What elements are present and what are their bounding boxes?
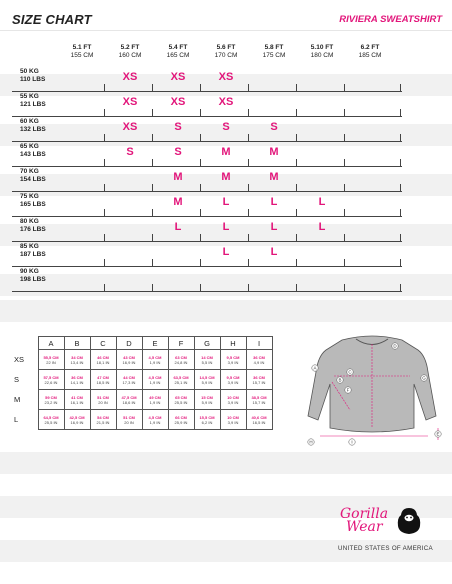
measurement-column-header: C [90, 337, 116, 350]
height-cm: 155 CM [70, 52, 94, 59]
measurement-in: 20 IN [124, 419, 134, 425]
measurement-in: 5,5 IN [201, 359, 213, 365]
column-divider [152, 284, 153, 292]
measurement-cell [168, 390, 194, 410]
measurement-cm: 44 CM [123, 374, 135, 380]
measurement-size-label: L [14, 415, 19, 424]
measurement-in: 5,9 IN [201, 379, 213, 385]
column-divider [152, 259, 153, 267]
measurement-cm: 36 CM [253, 354, 265, 360]
measurement-cell [142, 410, 168, 430]
brand-logo [322, 502, 442, 562]
diagram-marker-label: F [346, 387, 350, 393]
column-divider [104, 259, 105, 267]
measurement-cell [38, 350, 64, 370]
measurement-cm: 51 CM [123, 414, 135, 420]
measurement-cm: 34 CM [71, 354, 83, 360]
column-divider [248, 284, 249, 292]
column-divider [296, 259, 297, 267]
measurement-column-header: D [116, 337, 142, 350]
size-recommendation: M [269, 171, 279, 183]
diagram-marker-label: E [436, 431, 440, 437]
diagram-marker-label: B [338, 377, 342, 383]
measurement-in: 17,3 IN [122, 379, 136, 385]
weight-row [0, 218, 452, 246]
measurement-cm: 65 CM [175, 394, 187, 400]
column-divider [200, 109, 201, 117]
diagram-marker-label: G [422, 375, 426, 381]
measurement-cell [64, 370, 90, 390]
measurement-in: 1,9 IN [149, 379, 161, 385]
column-divider [152, 84, 153, 92]
size-recommendation: L [270, 221, 278, 233]
column-divider [344, 109, 345, 117]
measurement-in: 13,4 IN [70, 359, 84, 365]
measurement-cm: 14,5 CM [199, 374, 215, 380]
size-recommendation: L [222, 196, 230, 208]
logo-line1: Gorilla [340, 506, 389, 522]
column-divider [400, 159, 401, 167]
column-divider [152, 109, 153, 117]
measurement-cm: 47 CM [97, 374, 109, 380]
measurement-cell [116, 390, 142, 410]
weight-row [0, 193, 452, 221]
size-recommendation: XS [122, 121, 138, 133]
measurement-in: 3,9 IN [227, 379, 239, 385]
column-divider [296, 284, 297, 292]
measurement-in: 16,5 IN [252, 419, 266, 425]
measurement-in: 15,7 IN [252, 399, 266, 405]
height-feet: 5.4 FT [168, 44, 188, 51]
size-recommendation: L [174, 221, 182, 233]
height-cm: 175 CM [262, 52, 286, 59]
measurement-in: 25,5 IN [44, 419, 58, 425]
column-divider [296, 209, 297, 217]
measurement-cell [116, 350, 142, 370]
measurement-cm: 10 CM [227, 394, 239, 400]
header-divider [0, 30, 452, 31]
measurement-column-header: G [194, 337, 220, 350]
measurement-cm: 43 CM [123, 354, 135, 360]
weight-lbs: 198 LBS [20, 276, 46, 283]
measurement-cell [142, 350, 168, 370]
measurement-cell [194, 410, 220, 430]
measurement-cell [90, 370, 116, 390]
table-row [12, 390, 272, 410]
height-feet: 5.2 FT [120, 44, 140, 51]
measurement-column-header: B [64, 337, 90, 350]
diagram-marker-label: C [348, 369, 352, 375]
measurement-in: 24,8 IN [174, 359, 188, 365]
weight-kg: 70 KG [20, 168, 39, 175]
measurement-cell [168, 370, 194, 390]
height-feet: 5.1 FT [72, 44, 92, 51]
height-feet: 6.2 FT [360, 44, 380, 51]
size-recommendation: M [221, 171, 231, 183]
measurement-cm: 4,5 CM [148, 354, 162, 360]
measurement-cell [142, 390, 168, 410]
height-cm: 170 CM [214, 52, 238, 59]
measurement-cm: 9,5 CM [226, 374, 240, 380]
measurement-cm: 36 CM [253, 374, 265, 380]
table-row [12, 370, 272, 390]
column-divider [344, 184, 345, 192]
measurement-in: 3,9 IN [227, 399, 239, 405]
column-divider [344, 284, 345, 292]
height-feet: 5.6 FT [216, 44, 236, 51]
size-recommendation: XS [218, 71, 234, 83]
column-divider [152, 134, 153, 142]
measurement-cell [116, 370, 142, 390]
measurement-in: 20 IN [98, 399, 108, 405]
measurement-in: 25,5 IN [174, 399, 188, 405]
column-divider [248, 184, 249, 192]
column-divider [248, 134, 249, 142]
measurement-cell [38, 390, 64, 410]
weight-kg: 80 KG [20, 218, 39, 225]
measurement-cm: 10 CM [227, 414, 239, 420]
weight-kg: 50 KG [20, 68, 39, 75]
measurement-cm: 63,5 CM [173, 374, 189, 380]
measurement-size-label: XS [14, 355, 25, 364]
weight-row [0, 168, 452, 196]
measurement-cm: 54 CM [97, 414, 109, 420]
measurement-cm: 46 CM [97, 354, 109, 360]
size-recommendation: M [221, 146, 231, 158]
measurement-in: 16,9 IN [122, 359, 136, 365]
column-divider [104, 159, 105, 167]
column-divider [200, 159, 201, 167]
measurement-cm: 15 CM [201, 394, 213, 400]
height-column-header [344, 44, 396, 60]
diagram-marker-label: H [309, 439, 313, 445]
column-divider [296, 109, 297, 117]
measurement-cell [168, 410, 194, 430]
weight-row [0, 93, 452, 121]
diagram-marker-label: D [393, 343, 397, 349]
column-divider [104, 184, 105, 192]
measurement-in: 14,1 IN [70, 379, 84, 385]
size-recommendation: L [318, 221, 326, 233]
product-name: RIVIERA SWEATSHIRT [339, 14, 442, 25]
height-column-header [248, 44, 300, 60]
size-recommendation: L [318, 196, 326, 208]
measurement-cm: 38,5 CM [251, 394, 267, 400]
measurement-cell [246, 370, 272, 390]
size-recommendation: S [222, 121, 230, 133]
measurement-cell [142, 370, 168, 390]
column-divider [104, 84, 105, 92]
column-divider [200, 209, 201, 217]
weight-row [0, 68, 452, 96]
size-recommendation: L [270, 196, 278, 208]
weight-lbs: 165 LBS [20, 201, 46, 208]
column-divider [400, 84, 401, 92]
measurement-in: 18,6 IN [122, 399, 136, 405]
weight-lbs: 132 LBS [20, 126, 46, 133]
height-column-header [296, 44, 348, 60]
measurement-cell [90, 350, 116, 370]
column-divider [400, 209, 401, 217]
background-stripe [0, 452, 452, 474]
measurement-table [12, 336, 273, 430]
size-recommendation: L [222, 221, 230, 233]
measurement-in: 3,9 IN [227, 419, 239, 425]
measurement-column-header: A [38, 337, 64, 350]
weight-row [0, 243, 452, 271]
weight-row [0, 143, 452, 171]
column-divider [400, 259, 401, 267]
column-divider [400, 284, 401, 292]
measurement-in: 23,2 IN [44, 399, 58, 405]
measurement-in: 1,9 IN [149, 419, 161, 425]
logo-tagline: UNITED STATES OF AMERICA [338, 545, 433, 552]
measurement-in: 16,9 IN [70, 419, 84, 425]
column-divider [296, 134, 297, 142]
column-divider [296, 234, 297, 242]
measurement-cell [220, 390, 246, 410]
measurement-cm: 47,5 CM [121, 394, 137, 400]
column-divider [104, 109, 105, 117]
background-stripe [0, 300, 452, 322]
diagram-marker-label: A [313, 365, 317, 371]
weight-lbs: 121 LBS [20, 101, 46, 108]
measurement-cm: 42,5 CM [69, 414, 85, 420]
height-cm: 165 CM [166, 52, 190, 59]
measurement-column-header: F [168, 337, 194, 350]
diagram-marker-label: I [351, 439, 353, 445]
column-divider [152, 234, 153, 242]
measurement-cm: 40,6 CM [251, 414, 267, 420]
column-divider [104, 134, 105, 142]
measurement-cell [194, 390, 220, 410]
size-recommendation: S [174, 146, 182, 158]
measurement-cm: 66 CM [175, 414, 187, 420]
size-recommendation: S [174, 121, 182, 133]
measurement-column-header: H [220, 337, 246, 350]
measurement-cell [38, 370, 64, 390]
column-divider [200, 134, 201, 142]
height-column-header [56, 44, 108, 60]
measurement-in: 22 IN [46, 359, 56, 365]
weight-kg: 60 KG [20, 118, 39, 125]
measurement-cell [64, 410, 90, 430]
column-divider [248, 159, 249, 167]
measurement-cell [116, 410, 142, 430]
height-column-header [104, 44, 156, 60]
column-divider [152, 184, 153, 192]
size-recommendation: M [173, 196, 183, 208]
column-divider [296, 159, 297, 167]
column-divider [248, 109, 249, 117]
column-divider [296, 184, 297, 192]
table-corner [12, 337, 38, 350]
measurement-cm: 4,5 CM [148, 414, 162, 420]
column-divider [344, 134, 345, 142]
height-cm: 160 CM [118, 52, 142, 59]
column-divider [200, 259, 201, 267]
column-divider [344, 234, 345, 242]
page-title: SIZE CHART [12, 12, 92, 27]
weight-lbs: 110 LBS [20, 76, 46, 83]
column-divider [104, 234, 105, 242]
measurement-cell [168, 350, 194, 370]
measurement-cell [246, 350, 272, 370]
measurement-cell [220, 350, 246, 370]
measurement-cm: 36 CM [71, 374, 83, 380]
size-recommendation: XS [122, 71, 138, 83]
measurement-cell [90, 390, 116, 410]
weight-kg: 65 KG [20, 143, 39, 150]
measurement-cell [38, 410, 64, 430]
measurement-cell [194, 350, 220, 370]
measurement-in: 15,7 IN [252, 379, 266, 385]
measurement-cell [64, 390, 90, 410]
size-recommendation: S [270, 121, 278, 133]
height-column-header [152, 44, 204, 60]
measurement-cm: 4,5 CM [148, 374, 162, 380]
size-recommendation: L [270, 246, 278, 258]
measurement-in: 25,9 IN [174, 419, 188, 425]
column-divider [344, 209, 345, 217]
measurement-cm: 59 CM [45, 394, 57, 400]
gorilla-icon [396, 506, 422, 536]
height-column-header [200, 44, 252, 60]
size-recommendation: XS [218, 96, 234, 108]
column-divider [400, 109, 401, 117]
measurement-in: 1,9 IN [149, 359, 161, 365]
logo-line2: Wear [346, 519, 383, 535]
measurement-cm: 55,5 CM [43, 354, 59, 360]
measurement-size-label: M [14, 395, 21, 404]
weight-lbs: 176 LBS [20, 226, 46, 233]
measurement-cm: 57,5 CM [43, 374, 59, 380]
size-recommendation: XS [170, 96, 186, 108]
weight-kg: 85 KG [20, 243, 39, 250]
table-row [12, 350, 272, 370]
measurement-cm: 51 CM [97, 394, 109, 400]
measurement-cm: 41 CM [71, 394, 83, 400]
column-divider [200, 234, 201, 242]
weight-kg: 75 KG [20, 193, 39, 200]
measurement-in: 5,9 IN [201, 399, 213, 405]
measurement-in: 3,9 IN [227, 359, 239, 365]
measurement-in: 18,1 IN [96, 359, 110, 365]
weight-lbs: 187 LBS [20, 251, 46, 258]
measurement-in: 16,1 IN [70, 399, 84, 405]
height-feet: 5.10 FT [310, 44, 334, 51]
measurement-cm: 49 CM [149, 394, 161, 400]
measurement-cm: 14 CM [201, 354, 213, 360]
table-row [12, 410, 272, 430]
height-cm: 180 CM [310, 52, 334, 59]
column-divider [344, 84, 345, 92]
column-divider [400, 134, 401, 142]
column-divider [248, 84, 249, 92]
measurement-cell [246, 390, 272, 410]
measurement-cm: 63 CM [175, 354, 187, 360]
measurement-cm: 64,5 CM [43, 414, 59, 420]
column-divider [248, 234, 249, 242]
height-feet: 5.8 FT [264, 44, 284, 51]
column-divider [344, 259, 345, 267]
measurement-cell [64, 350, 90, 370]
measurement-column-header: I [246, 337, 272, 350]
column-divider [200, 184, 201, 192]
column-divider [296, 84, 297, 92]
measurement-cell [246, 410, 272, 430]
weight-row [0, 268, 452, 296]
column-divider [104, 284, 105, 292]
column-divider [200, 284, 201, 292]
weight-lbs: 154 LBS [20, 176, 46, 183]
size-recommendation: M [173, 171, 183, 183]
size-recommendation: XS [170, 71, 186, 83]
measurement-cell [220, 410, 246, 430]
sweatshirt-diagram [300, 332, 446, 448]
weight-lbs: 143 LBS [20, 151, 46, 158]
measurement-in: 6,2 IN [201, 419, 213, 425]
size-recommendation: L [222, 246, 230, 258]
weight-kg: 90 KG [20, 268, 39, 275]
height-cm: 185 CM [358, 52, 382, 59]
measurement-in: 4,9 IN [253, 359, 265, 365]
weight-kg: 55 KG [20, 93, 39, 100]
measurement-in: 21,5 IN [96, 419, 110, 425]
measurement-size-label: S [14, 375, 20, 384]
measurement-cm: 9,5 CM [226, 354, 240, 360]
column-divider [248, 209, 249, 217]
column-divider [344, 159, 345, 167]
column-divider [400, 234, 401, 242]
column-divider [104, 209, 105, 217]
measurement-cell [90, 410, 116, 430]
column-divider [248, 259, 249, 267]
column-divider [152, 159, 153, 167]
size-recommendation: S [126, 146, 134, 158]
measurement-in: 22,6 IN [44, 379, 58, 385]
weight-row [0, 118, 452, 146]
column-divider [152, 209, 153, 217]
column-divider [400, 184, 401, 192]
measurement-column-header: E [142, 337, 168, 350]
size-recommendation: M [269, 146, 279, 158]
size-recommendation: XS [122, 96, 138, 108]
measurement-cm: 15,5 CM [199, 414, 215, 420]
measurement-in: 18,5 IN [96, 379, 110, 385]
measurement-cell [220, 370, 246, 390]
measurement-in: 25,1 IN [174, 379, 188, 385]
column-divider [200, 84, 201, 92]
measurement-in: 1,9 IN [149, 399, 161, 405]
measurement-cell [194, 370, 220, 390]
